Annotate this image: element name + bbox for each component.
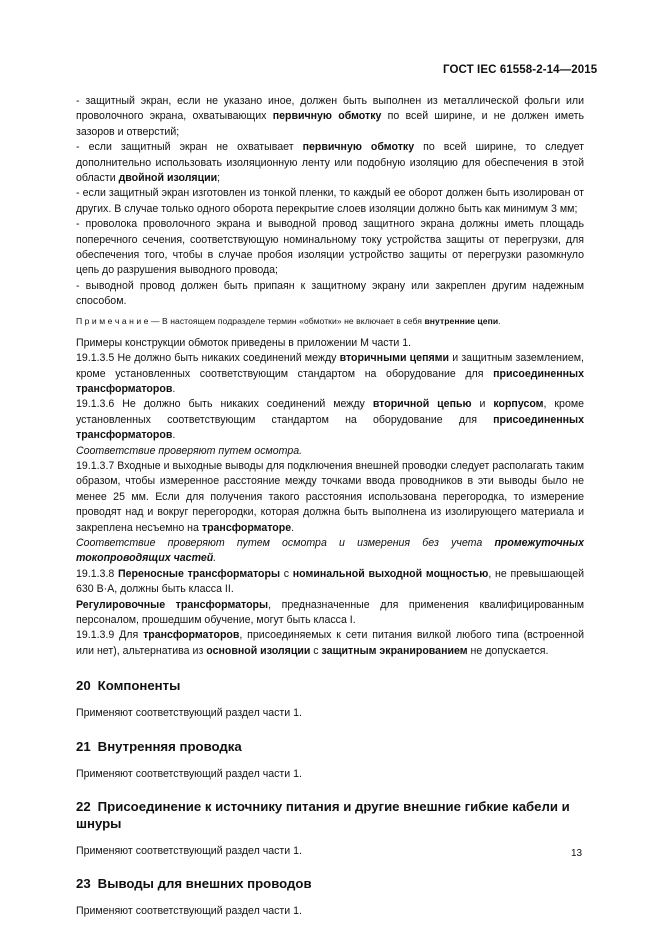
section-number: 22 [76, 799, 91, 815]
list-item: - если защитный экран изготовлен из тонкой пленки, то каждый ее оборот должен быть изолирован от других. В случае только одного оборота перекрытие слоев изоляции должно быть как минимум 3 мм; [76, 187, 584, 215]
sections [76, 677, 584, 920]
page-number: 13 [571, 848, 583, 859]
section-heading [76, 677, 584, 694]
clause-paragraph: Соответствие проверяют путем осмотра. [76, 444, 303, 457]
clause-paragraph: 19.1.3.5 Не должно быть никаких соединений между вторичными цепями и защитным заземлением, кроме установленных соответствующим стандартом на оборудование для присоединенных трансформаторов. [76, 352, 585, 395]
section-heading [76, 738, 584, 755]
clause-paragraph: 19.1.3.8 Переносные трансформаторы с номинальной выходной мощностью, не превышающей 630 В·А, должны быть класса II. [76, 567, 585, 596]
list-item: - защитный экран, если не указано иное, должен быть выполнен из металлической фольги или проволочного экрана, охватывающих первичную обмотку по всей ширине, и не должен иметь зазоров и отверстий; [76, 95, 584, 138]
section-number: 20 [76, 678, 91, 694]
list-item: - выводной провод должен быть припаян к защитному экрану или закреплен другим надежным способом. [76, 279, 584, 308]
section-number: 21 [76, 738, 91, 754]
section-title: Компоненты [97, 678, 181, 694]
clause-paragraph: 19.1.3.9 Для трансформаторов, присоединяемых к сети питания вилкой любого типа (встроенной или нет), альтернатива из основной изоляции с защитным экранированием не допускается. [76, 629, 584, 657]
section-body: Применяют соответствующий раздел части 1. [76, 707, 302, 720]
page-content [76, 94, 584, 920]
clause-paragraph: 19.1.3.7 Входные и выходные выводы для подключения внешней проводки следует располагать таким образом, чтобы измеренное расстояние между точками ввода проводников в эти выводы было не менее 25 мм. Если для получения такого расстояния использована перегородка, то измерение проводят над и вокруг перегородки, которая должна быть выполнена из изолирующего материала и закреплена несъемно на трансформаторе. [76, 459, 584, 534]
section-body: Применяют соответствующий раздел части 1. [76, 845, 302, 858]
shield-requirements [76, 94, 584, 310]
section-heading [76, 875, 584, 892]
section-title: Внутренняя проводка [97, 738, 242, 754]
section-number: 23 [76, 876, 91, 892]
clause-paragraph: Примеры конструкции обмоток приведены в приложении М части 1. [76, 336, 412, 349]
clause-paragraph: Регулировочные трансформаторы, предназначенные для применения квалифицированным персоналом, прошедшим обучение, могут быть класса I. [76, 598, 584, 626]
list-item: - проволока проволочного экрана и выводной провод защитного экрана должны иметь площадь поперечного сечения, соответствующую номинальному току устройства защиты от перегрузки, для обеспечения того, чтобы в случае пробоя изоляции устройство защиты от перегрузки разомкнуло цепь до разрушения выводного провода; [76, 218, 584, 277]
list-item: - если защитный экран не охватывает первичную обмотку по всей ширине, то следует дополнительно использовать изоляционную ленту или подобную изоляцию для обеспечения в этой области двойной изоляции; [76, 141, 584, 185]
section-body: Применяют соответствующий раздел части 1. [76, 767, 302, 780]
section-title: Выводы для внешних проводов [97, 876, 312, 892]
section-title: Присоединение к источнику питания и другие внешние гибкие кабели и шнуры [76, 799, 570, 832]
clause-paragraph: Соответствие проверяют путем осмотра и измерения без учета промежуточных токопроводящих частей. [76, 536, 584, 565]
note-paragraph: П р и м е ч а н и е — В настоящем подразделе термин «обмотки» не включает в себя внутренние цепи. [76, 315, 501, 326]
clauses-19-1-3 [76, 336, 584, 660]
section-body: Применяют соответствующий раздел части 1. [76, 905, 302, 918]
clause-paragraph: 19.1.3.6 Не должно быть никаких соединений между вторичной цепью и корпусом, кроме установленных соответствующим стандартом на оборудование для присоединенных трансформаторов. [76, 398, 585, 442]
section-heading [76, 798, 584, 832]
document-header: ГОСТ IEC 61558-2-14—2015 [443, 64, 598, 76]
